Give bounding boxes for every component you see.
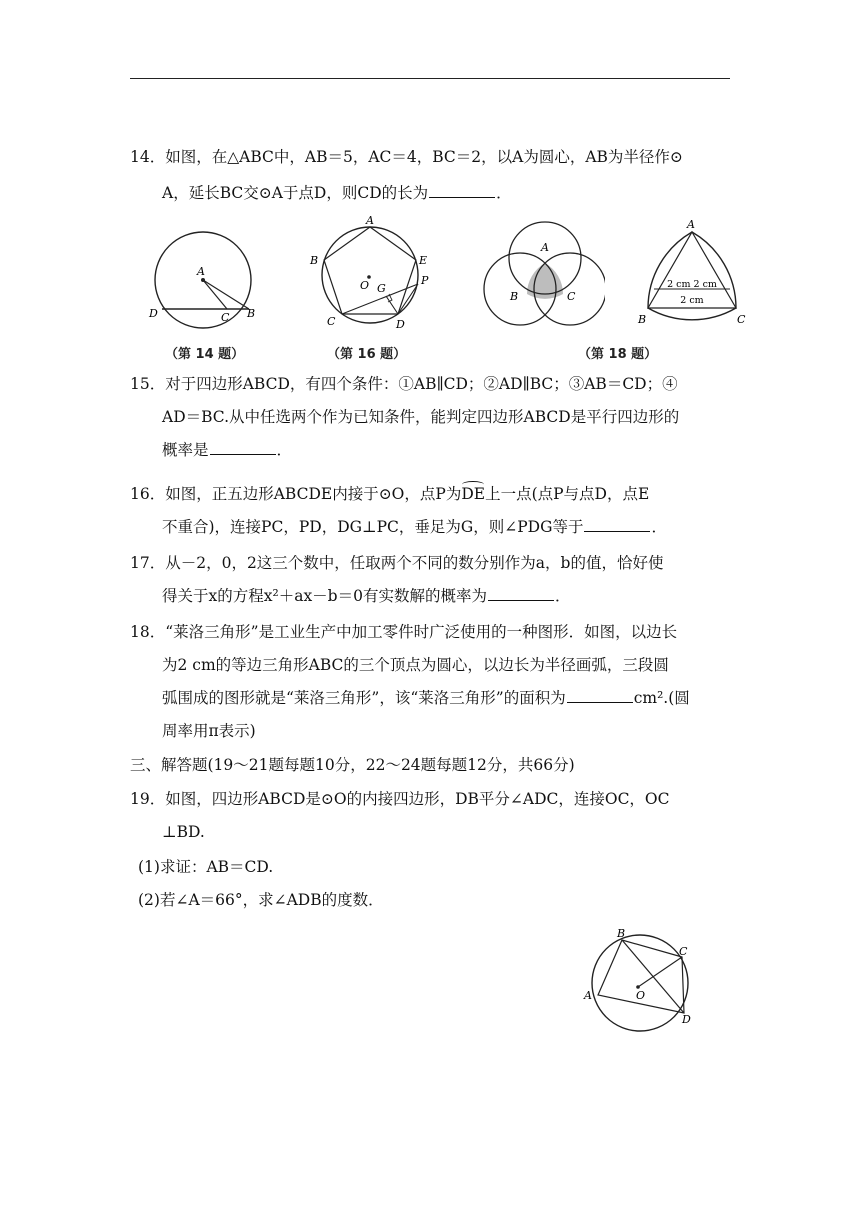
svg-text:P: P xyxy=(421,274,429,287)
q19-line2: ⊥BD. xyxy=(162,823,205,841)
q18-line3 xyxy=(162,688,772,708)
q16-text-b: 上一点(点P与点D，点E xyxy=(485,485,650,503)
figure-19 xyxy=(578,925,703,1040)
q17-text: 得关于x的方程x²＋ax－b＝0有实数解的概率为 xyxy=(162,587,487,605)
svg-text:A: A xyxy=(584,989,592,1002)
answer-blank-18[interactable] xyxy=(567,688,633,703)
svg-text:C: C xyxy=(221,311,230,324)
svg-text:A: A xyxy=(541,241,549,254)
svg-text:A: A xyxy=(687,218,695,231)
q19-part2: (2)若∠A＝66°，求∠ADB的度数． xyxy=(138,891,384,909)
caption-18: （第 18 题） xyxy=(578,347,658,362)
svg-text:B: B xyxy=(510,290,519,303)
q15-line3 xyxy=(162,440,772,460)
q17-line2 xyxy=(162,586,772,606)
figure-14 xyxy=(145,225,270,335)
q18-line2: 为2 cm的等边三角形ABC的三个顶点为圆心，以边长为半径画弧，三段圆 xyxy=(162,656,669,674)
q18-unit: cm².(圆 xyxy=(633,689,690,707)
figure-16 xyxy=(305,212,435,337)
fig18-label-base: 2 cm xyxy=(680,295,704,306)
svg-text:C: C xyxy=(567,290,576,303)
figure-18-circles xyxy=(480,213,605,338)
q18-line4: 周率用π表示) xyxy=(162,722,256,740)
header-rule xyxy=(130,78,730,79)
figure-18-reuleaux xyxy=(632,216,752,331)
q16-end: ． xyxy=(651,518,667,536)
svg-text:O: O xyxy=(360,279,370,292)
q16-line2 xyxy=(162,517,772,537)
fig18-label-top: 2 cm 2 cm xyxy=(667,279,717,290)
svg-text:G: G xyxy=(377,282,386,295)
answer-blank-16[interactable] xyxy=(584,517,650,532)
svg-text:D: D xyxy=(149,307,158,320)
q18-line1: 18．“莱洛三角形”是工业生产中加工零件时广泛使用的一种图形．如图，以边长 xyxy=(130,623,678,641)
svg-text:B: B xyxy=(310,254,319,267)
q19-part1: (1)求证：AB＝CD. xyxy=(138,858,274,876)
svg-text:B: B xyxy=(617,927,626,940)
q14-line1: 14．如图，在△ABC中，AB＝5，AC＝4，BC＝2，以A为圆心，AB为半径作⊙ xyxy=(130,148,683,166)
section-3-heading: 三、解答题(19～21题每题10分，22～24题每题12分，共66分) xyxy=(130,756,575,774)
answer-blank-17[interactable] xyxy=(488,586,554,601)
q19-line1: 19．如图，四边形ABCD是⊙O的内接四边形，DB平分∠ADC，连接OC，OC xyxy=(130,790,670,808)
svg-text:C: C xyxy=(327,315,336,328)
svg-text:O: O xyxy=(636,989,646,1002)
svg-text:B: B xyxy=(638,313,647,326)
svg-text:D: D xyxy=(682,1013,691,1026)
svg-text:D: D xyxy=(396,318,405,331)
q14-line2 xyxy=(162,183,772,203)
svg-text:B: B xyxy=(247,307,256,320)
q15-line2: AD＝BC.从中任选两个作为已知条件，能判定四边形ABCD是平行四边形的 xyxy=(162,408,680,426)
q14-end: ． xyxy=(496,184,512,202)
q15-line1: 15．对于四边形ABCD，有四个条件：①AB∥CD；②AD∥BC；③AB＝CD；④ xyxy=(130,375,678,393)
arc-de: DE xyxy=(461,485,486,503)
svg-text:C: C xyxy=(737,313,746,326)
q16-text-c: 不重合)，连接PC，PD，DG⊥PC，垂足为G，则∠PDG等于 xyxy=(162,518,584,536)
q15-end: ． xyxy=(276,441,293,459)
q16-text-a: 16．如图，正五边形ABCDE内接于⊙O，点P为 xyxy=(130,485,462,503)
q18-text: 弧围成的图形就是“莱洛三角形”，该“莱洛三角形”的面积为 xyxy=(162,689,566,707)
svg-text:A: A xyxy=(197,265,205,278)
q15-text: 概率是 xyxy=(162,441,209,459)
svg-text:C: C xyxy=(679,945,688,958)
caption-14: （第 14 题） xyxy=(165,347,245,362)
svg-text:A: A xyxy=(366,214,374,227)
q17-end: ． xyxy=(554,587,571,605)
caption-16: （第 16 题） xyxy=(327,347,407,362)
answer-blank-15[interactable] xyxy=(210,440,276,455)
q17-line1: 17．从－2，0，2这三个数中，任取两个不同的数分别作为a，b的值，恰好使 xyxy=(130,554,664,572)
svg-text:E: E xyxy=(419,254,428,267)
q16-line1 xyxy=(130,484,740,504)
q14-text: A，延长BC交⊙A于点D，则CD的长为 xyxy=(162,184,429,202)
answer-blank-14[interactable] xyxy=(429,183,495,198)
